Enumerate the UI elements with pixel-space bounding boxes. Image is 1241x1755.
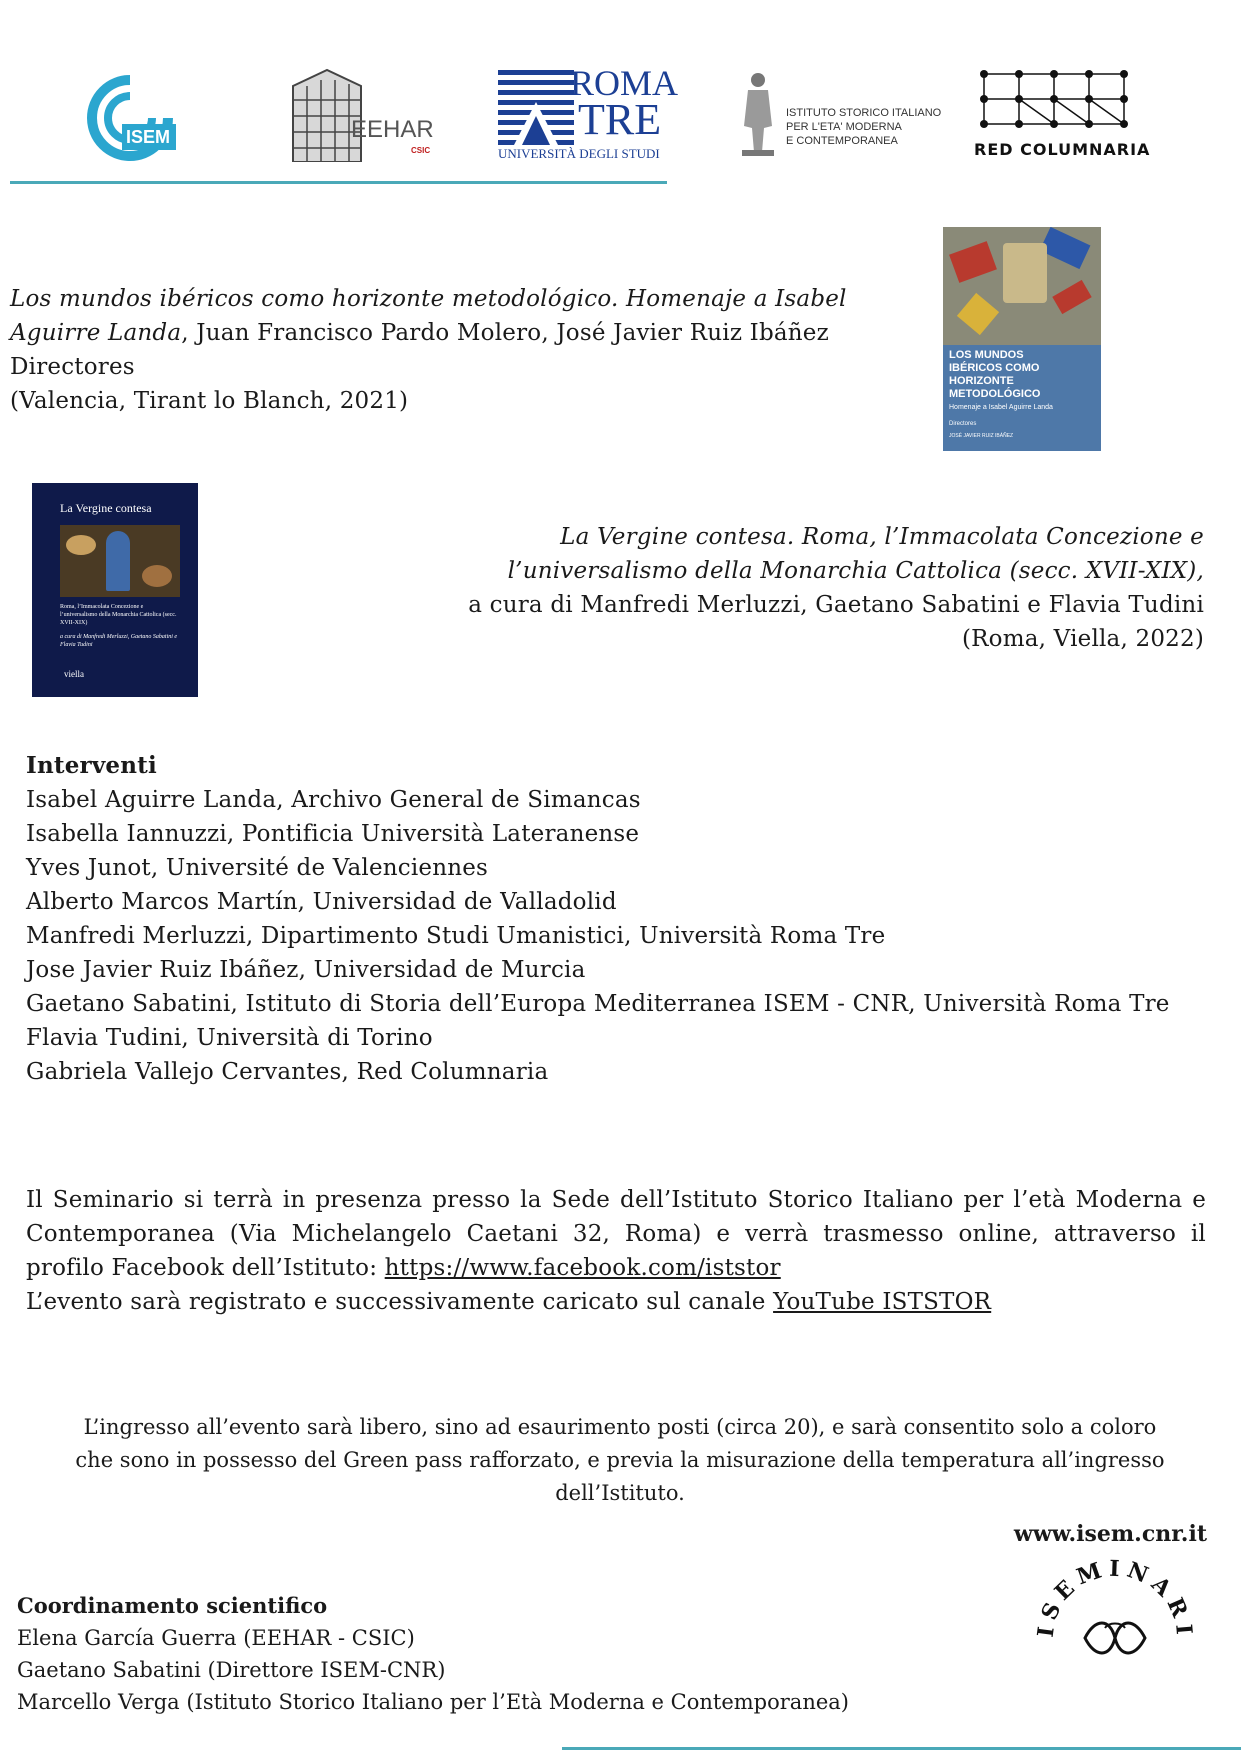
access-line-3: dell’Istituto. (555, 1481, 685, 1505)
book1-description (10, 282, 870, 418)
info-line-4: L’evento sarà registrato e successivamente caricato sul canale (26, 1289, 774, 1315)
coordinamento-section (17, 1590, 967, 1718)
iseminari-text: ISEMINARI (1035, 1558, 1195, 1642)
romatre-logo-tre: TRE (578, 95, 662, 144)
isi-logo-line1: ISTITUTO STORICO ITALIANO (786, 107, 942, 119)
book1-cover-directors-label: Directores (949, 421, 977, 427)
list-item: Elena García Guerra (EEHAR - CSIC) (17, 1626, 415, 1650)
list-item: Marcello Verga (Istituto Storico Italiano per l’Età Moderna e Contemporanea) (17, 1690, 849, 1714)
red-columnaria-text: RED COLUMNARIA (974, 140, 1151, 159)
website-link[interactable]: www.isem.cnr.it (1013, 1521, 1207, 1547)
book2-description (300, 520, 1204, 656)
book1-cover (943, 227, 1101, 451)
book2-editors: a cura di Manfredi Merluzzi, Gaetano Sabatini e Flavia Tudini (468, 592, 1204, 618)
list-item: Flavia Tudini, Università di Torino (26, 1025, 433, 1051)
book1-publisher: (Valencia, Tirant lo Blanch, 2021) (10, 388, 409, 414)
book2-publisher: (Roma, Viella, 2022) (961, 626, 1204, 652)
list-item: Isabella Iannuzzi, Pontificia Università Lateranense (26, 821, 640, 847)
isi-logo-line2: PER L'ETA' MODERNA (786, 121, 902, 133)
eehar-logo-text: EEHAR (351, 116, 434, 143)
access-line-1: L’ingresso all’evento sarà libero, sino ad esaurimento posti (circa 20), e sarà consentito solo a coloro (83, 1415, 1157, 1439)
list-item: Yves Junot, Université de Valenciennes (26, 855, 489, 881)
book2-cover (32, 483, 198, 697)
header-rule (10, 181, 667, 184)
book1-title: Los mundos ibéricos como horizonte metodológico. Homenaje a Isabel Aguirre Landa (10, 286, 847, 346)
list-item: Isabel Aguirre Landa, Archivo General de Simancas (26, 787, 641, 813)
book1-cover-directors: JOSÉ JAVIER RUIZ IBÁÑEZ (949, 433, 1014, 439)
book1-cover-title: LOS MUNDOS IBÉRICOS COMO HORIZONTE METODOLÓGICO (949, 349, 1041, 400)
eehar-logo (287, 66, 437, 162)
romatre-logo-roma: ROMA (570, 63, 679, 103)
list-item: Alberto Marcos Martín, Universidad de Valladolid (26, 889, 617, 915)
book2-title-line2: l’universalismo della Monarchia Cattolica (secc. XVII-XIX), (507, 558, 1204, 584)
book2-cover-subtitle: Roma, l’Immacolata Concezione e l’universalismo della Monarchia Cattolica (secc. XVII-XIX) (60, 604, 177, 626)
iseminari-logo (1035, 1558, 1195, 1718)
info-line-3: profilo Facebook dell’Istituto: (26, 1255, 385, 1281)
isem-logo-text: ISEM (126, 127, 171, 147)
info-section (26, 1183, 1206, 1319)
book1-cover-subtitle: Homenaje a Isabel Aguirre Landa (949, 404, 1053, 411)
list-item: Jose Javier Ruiz Ibáñez, Universidad de Murcia (26, 957, 586, 983)
footer-rule (562, 1747, 1241, 1750)
facebook-link[interactable]: https://www.facebook.com/iststor (384, 1255, 781, 1281)
red-columnaria-logo (970, 64, 1150, 162)
book2-cover-publisher: viella (64, 669, 84, 679)
svg-text:ISEMINARI (1035, 1558, 1195, 1642)
access-line-2: che sono in possesso del Green pass rafforzato, e previa la misurazione della temperatura all’ingresso (75, 1448, 1165, 1472)
interventi-section (26, 749, 1216, 1089)
info-line-2: Contemporanea (Via Michelangelo Caetani 32, Roma) e verrà trasmesso online, attraverso il (26, 1221, 1206, 1247)
list-item: Gaetano Sabatini (Direttore ISEM-CNR) (17, 1658, 446, 1682)
eehar-logo-sub: CSIC (411, 146, 431, 155)
book2-cover-title: La Vergine contesa (60, 501, 152, 515)
list-item: Gaetano Sabatini, Istituto di Storia dell’Europa Mediterranea ISEM - CNR, Università Roma Tre (26, 991, 1170, 1017)
info-line-1: Il Seminario si terrà in presenza presso la Sede dell’Istituto Storico Italiano per l’età Moderna e (26, 1187, 1206, 1213)
list-item: Gabriela Vallejo Cervantes, Red Columnaria (26, 1059, 549, 1085)
book2-title-line1: La Vergine contesa. Roma, l’Immacolata Concezione e (560, 524, 1204, 550)
access-section (10, 1411, 1230, 1510)
book1-authors: , Juan Francisco Pardo Molero, José Javier Ruiz Ibáñez Directores (10, 320, 829, 380)
romatre-logo-sub: UNIVERSITÀ DEGLI STUDI (498, 146, 660, 161)
youtube-link[interactable]: YouTube ISTSTOR (773, 1289, 992, 1315)
romatre-logo (498, 63, 679, 162)
isi-logo-line3: E CONTEMPORANEA (786, 135, 898, 147)
isem-logo (82, 74, 178, 162)
book2-cover-editors: a cura di Manfredi Merluzzi, Gaetano Sabatini e Flavia Tudini (60, 634, 178, 648)
interventi-heading: Interventi (26, 752, 157, 779)
coordinamento-heading: Coordinamento scientifico (17, 1593, 328, 1618)
list-item: Manfredi Merluzzi, Dipartimento Studi Umanistici, Università Roma Tre (26, 923, 886, 949)
isi-logo (734, 68, 942, 162)
